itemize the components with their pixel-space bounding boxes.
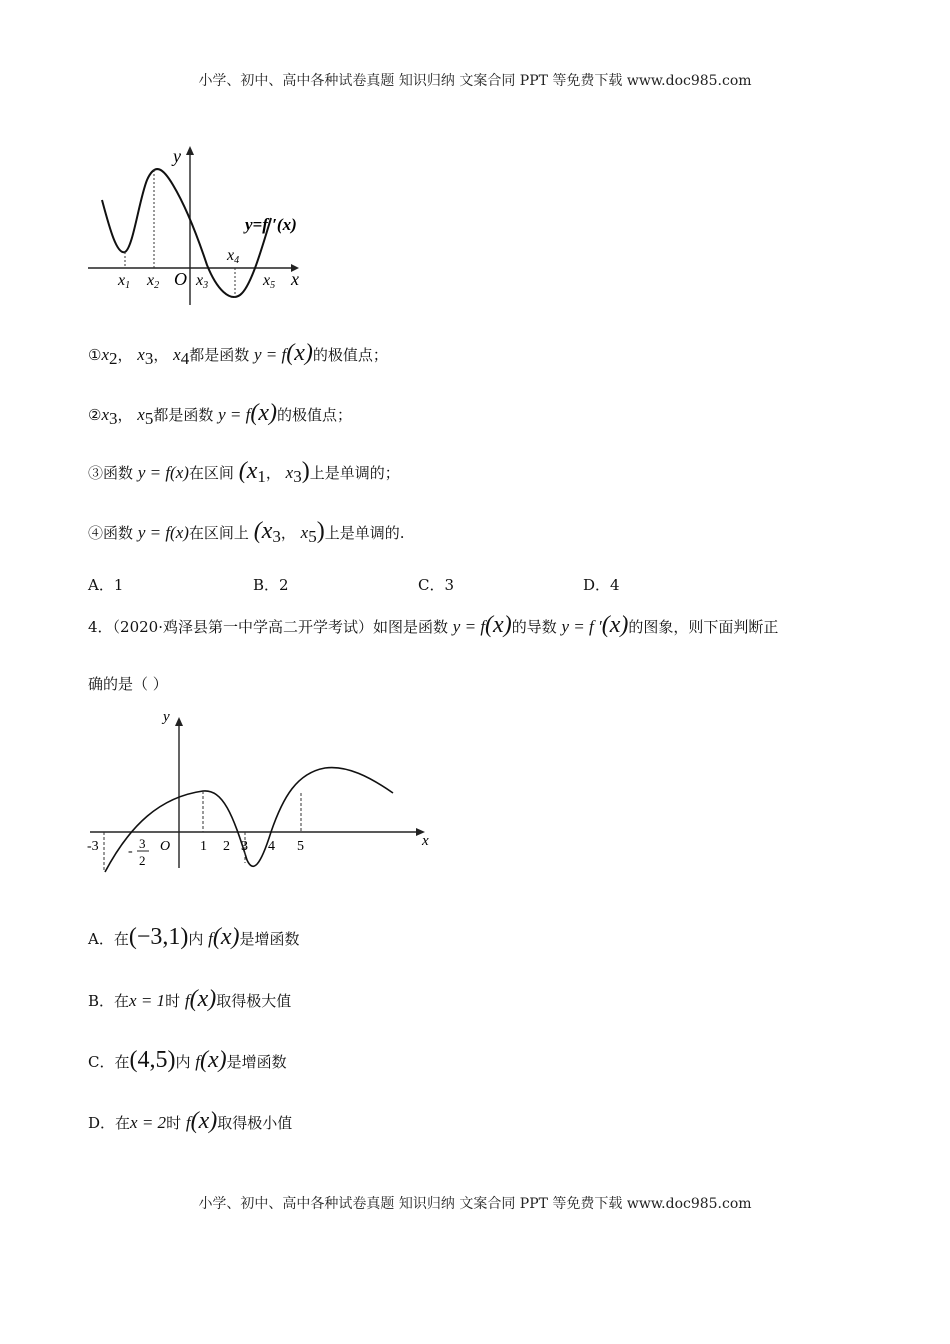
statement-1: $①x_2$， $x_3$， $x_4$都是函数 y = f(x)的极值点； <box>88 340 388 368</box>
tick-3: 3 <box>241 839 248 854</box>
derivative-graph-1 <box>85 140 325 310</box>
tick-x1: x1 <box>118 272 131 291</box>
answer-option-d[interactable]: D．在x = 2时 f(x)取得极小值 <box>88 1108 293 1134</box>
y-label: y <box>173 146 181 166</box>
answer-option-c[interactable]: C．在(4,5)内 f(x)是增函数 <box>88 1047 287 1073</box>
page-header: 小学、初中、高中各种试卷真题 知识归纳 文案合同 PPT 等免费下载 www.doc985.com <box>198 73 752 89</box>
tick-fraction-den: 2 <box>139 853 146 868</box>
origin-label: O <box>174 269 187 289</box>
tick-x5: x5 <box>263 272 276 291</box>
tick-x3: x3 <box>196 272 209 291</box>
statement-4: ④函数 y = f(x)在区间上 ($x_3$， $x_5$)上是单调的. <box>88 518 405 546</box>
derivative-curve <box>105 768 393 872</box>
option-a[interactable]: A．1 <box>88 576 124 594</box>
tick-x4: x4 <box>227 247 240 266</box>
origin-label: O <box>160 839 171 854</box>
tick-2: 2 <box>223 839 230 854</box>
x-label: x <box>291 269 299 289</box>
curve-label: y=f ′(x) <box>245 215 297 234</box>
tick-minus-3: -3 <box>87 839 99 854</box>
statement-2: $②x_3$， $x_5$都是函数 y = f(x)的极值点； <box>88 400 353 428</box>
option-d[interactable]: D．4 <box>583 576 620 594</box>
option-b[interactable]: B．2 <box>253 576 289 594</box>
x-label: x <box>422 833 429 849</box>
question-4: 4．（2020·鸡泽县第一中学高二开学考试）如图是函数 y = f(x)的导数 y = f ′(x)的图象，则下面判断正 <box>88 612 779 638</box>
tick-5: 5 <box>297 839 304 854</box>
option-c[interactable]: C．3 <box>418 576 455 594</box>
derivative-graph-2 <box>85 705 440 875</box>
tick-1: 1 <box>200 839 207 854</box>
tick-x2: x2 <box>147 272 160 291</box>
page-footer: 小学、初中、高中各种试卷真题 知识归纳 文案合同 PPT 等免费下载 www.doc985.com <box>198 1196 752 1212</box>
answer-option-b[interactable]: B．在x = 1时 f(x)取得极大值 <box>88 986 292 1012</box>
y-label: y <box>163 709 170 725</box>
tick-fraction-num: 3 <box>139 836 146 851</box>
tick-4: 4 <box>268 839 275 854</box>
statement-3: ③函数 y = f(x)在区间 ($x_1$， $x_3$)上是单调的； <box>88 458 400 486</box>
question-number: 4． <box>88 618 113 636</box>
tick-fraction-minus: - <box>128 844 133 859</box>
answer-option-a[interactable]: A．在(−3,1)内 f(x)是增函数 <box>88 924 300 950</box>
question-4-line-2: 确的是（ ） <box>88 675 168 693</box>
